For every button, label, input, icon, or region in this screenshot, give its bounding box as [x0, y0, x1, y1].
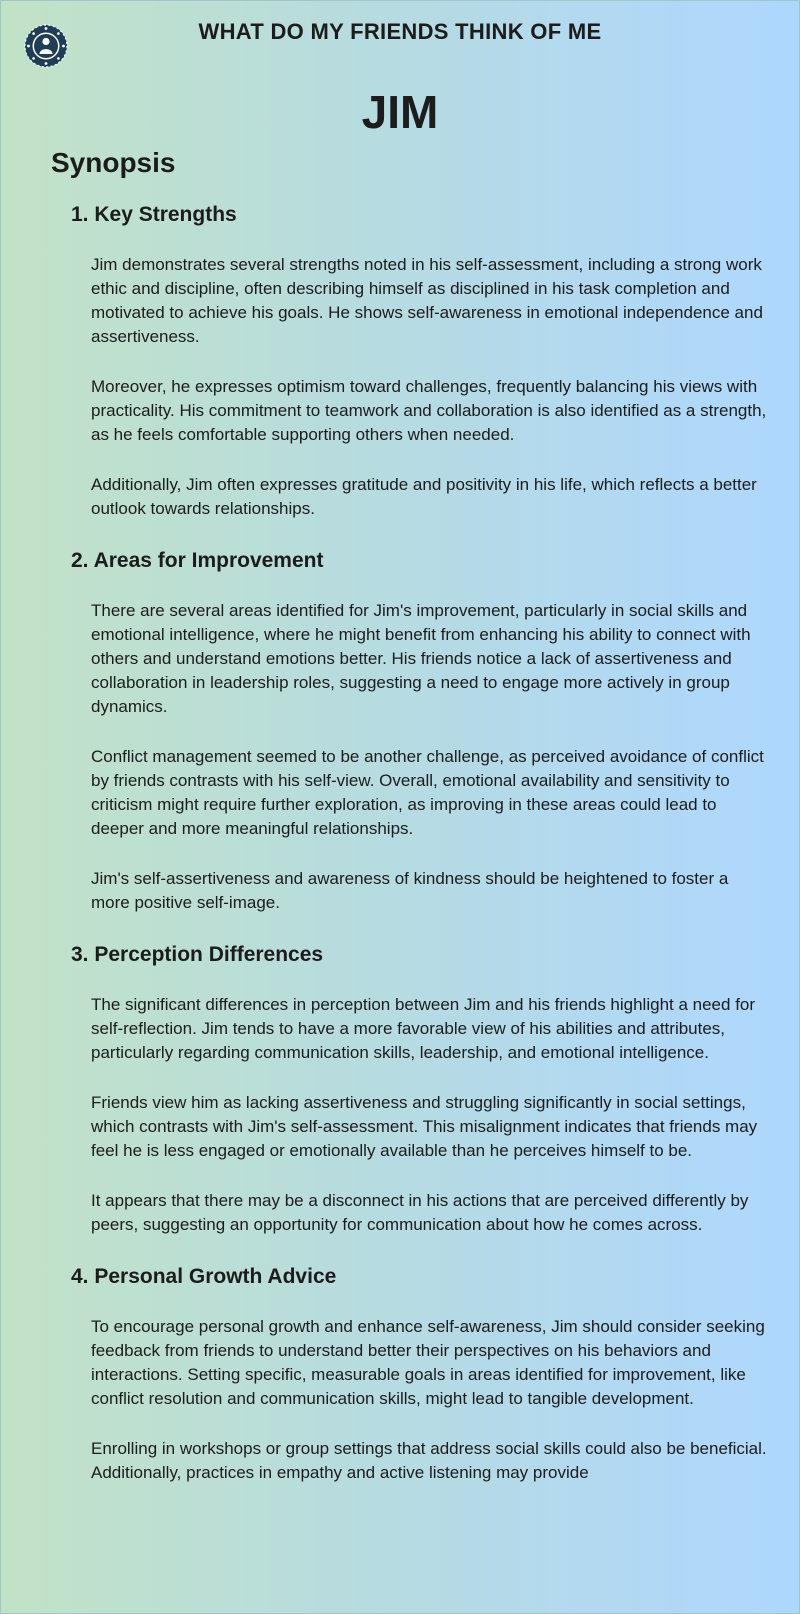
section-heading: 3. Perception Differences — [71, 943, 324, 966]
section-paragraph: Moreover, he expresses optimism toward challenges, frequently balancing his views with practicality. His commitment to teamwork and collaboration is also identified as a strength, as he feels comfortable supporting others when needed. — [91, 377, 767, 444]
section-paragraph: Additionally, Jim often expresses gratitude and positivity in his life, which reflects a better outlook towards relationships. — [91, 475, 757, 518]
app-title: WHAT DO MY FRIENDS THINK OF ME — [198, 19, 602, 44]
section-paragraph: The significant differences in perception between Jim and his friends highlight a need for self-reflection. Jim tends to have a more favorable view of his abilities and attributes, particularly regarding communication skills, leadership, and emotional intelligence. — [91, 995, 756, 1062]
person-name: JIM — [361, 86, 439, 138]
section-key-strengths — [1, 203, 799, 521]
section-heading: 1. Key Strengths — [71, 203, 237, 226]
section-paragraph: Friends view him as lacking assertiveness and struggling significantly in social settings, which contrasts with Jim's self-assessment. This misalignment indicates that friends may feel he is less engaged or emotionally available than he perceives himself to be. — [91, 1093, 758, 1160]
section-paragraph: Jim's self-assertiveness and awareness of kindness should be heightened to foster a more positive self-image. — [91, 869, 729, 912]
section-paragraph: Jim demonstrates several strengths noted in his self-assessment, including a strong work ethic and discipline, often describing himself as disciplined in his task completion and motivated to achieve his goals. He shows self-awareness in emotional independence and assertiveness. — [91, 255, 763, 346]
section-paragraph: Enrolling in workshops or group settings that address social skills could also be beneficial. Additionally, practices in empathy and active listening may provide — [91, 1439, 767, 1482]
section-heading: 2. Areas for Improvement — [71, 549, 324, 572]
section-heading: 4. Personal Growth Advice — [71, 1265, 337, 1288]
sections-container — [1, 203, 799, 1485]
section-areas-for-improvement — [1, 549, 799, 915]
synopsis-title: Synopsis — [51, 147, 176, 178]
section-paragraph: There are several areas identified for Jim's improvement, particularly in social skills and emotional intelligence, where he might benefit from enhancing his ability to connect with others and understand emotions better. His friends notice a lack of assertiveness and collaboration in leadership roles, suggesting a need to engage more actively in group dynamics. — [91, 601, 751, 716]
section-paragraph: Conflict management seemed to be another challenge, as perceived avoidance of conflict by friends contrasts with his self-view. Overall, emotional availability and sensitivity to criticism might require further exploration, as improving in these areas could lead to deeper and more meaningful relationships. — [91, 747, 764, 838]
page-header — [1, 1, 799, 63]
section-personal-growth-advice — [1, 1265, 799, 1485]
section-perception-differences — [1, 943, 799, 1237]
section-paragraph: To encourage personal growth and enhance self-awareness, Jim should consider seeking feedback from friends to understand better their perspectives on his behaviors and interactions. Setting specific, measurable goals in areas identified for improvement, like conflict resolution and communication skills, might lead to tangible development. — [91, 1317, 765, 1408]
section-paragraph: It appears that there may be a disconnect in his actions that are perceived differently by peers, suggesting an opportunity for communication about how he comes across. — [91, 1191, 749, 1234]
